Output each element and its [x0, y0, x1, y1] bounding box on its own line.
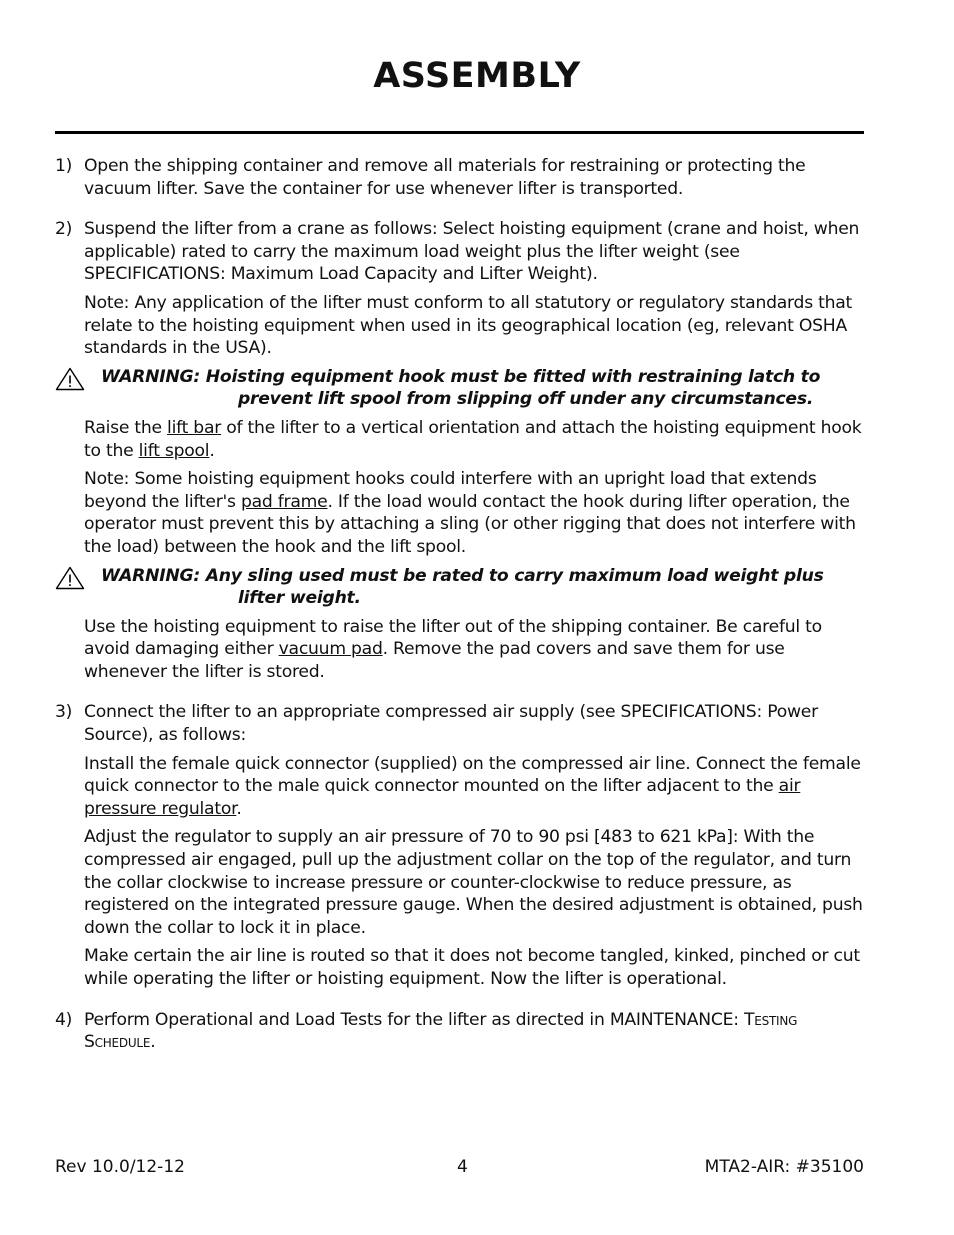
- step-paragraph: Install the female quick connector (supplied) on the compressed air line. Connect the female quick connector to the male quick connector mounted on the lifter adjacent to the air pressure regulator.: [84, 753, 861, 819]
- step-3: [55, 701, 867, 990]
- step-number: 1): [55, 156, 73, 176]
- footer-page-number: 4: [457, 1157, 468, 1177]
- air-pressure-regulator-link[interactable]: air pressure regulator: [84, 776, 801, 819]
- step-1: [55, 155, 867, 200]
- vacuum-pad-link[interactable]: vacuum pad: [278, 639, 383, 660]
- step-paragraph: Use the hoisting equipment to raise the lifter out of the shipping container. Be careful to avoid damaging either vacuum pad. Remove the pad covers and save them for use whenever the lifter is stored.: [84, 616, 822, 682]
- step-paragraph: Raise the lift bar of the lifter to a vertical orientation and attach the hoisting equipment hook to the lift spool.: [84, 417, 862, 461]
- lift-bar-link[interactable]: lift bar: [167, 417, 222, 438]
- step-paragraph: Make certain the air line is routed so that it does not become tangled, kinked, pinched or cut while operating the lifter or hoisting equipment. Now the lifter is operational.: [84, 946, 860, 989]
- step-paragraph: Adjust the regulator to supply an air pressure of 70 to 90 psi [483 to 621 kPa]: With the compressed air engaged, pull up the adjustment collar on the top of the regulator, and turn the collar clockwise to increase pressure or counter-clockwise to reduce pressure, as registered on the integrated pressure gauge. When the desired adjustment is obtained, push down the collar to lock it in place.: [84, 827, 863, 938]
- warning-triangle-icon: [55, 367, 85, 391]
- warning-triangle-icon: [55, 566, 85, 590]
- note-paragraph: Note: Any application of the lifter must conform to all statutory or regulatory standards that relate to the hoisting equipment when used in its geographical location (eg, relevant OSHA standards in the USA).: [84, 292, 853, 359]
- page-title: ASSEMBLY: [373, 56, 581, 96]
- footer-model: MTA2-AIR: #35100: [704, 1157, 864, 1177]
- warning-sling-rating: [55, 565, 867, 610]
- step-number: 2): [55, 219, 73, 240]
- title-divider: [55, 131, 864, 134]
- step-2: [55, 218, 867, 683]
- warning-text: prevent lift spool from slipping off under any circumstances.: [238, 389, 814, 410]
- step-paragraph: Perform Operational and Load Tests for the lifter as directed in MAINTENANCE: Testing Schedule.: [84, 1009, 798, 1053]
- warning-text: WARNING: Any sling used must be rated to carry maximum load weight plus: [101, 565, 824, 586]
- step-paragraph: Suspend the lifter from a crane as follows: Select hoisting equipment (crane and hoist, when applicable) rated to carry the maximum load weight plus the lifter weight (see SPECIFICATIONS: Maximum Load Capacity and Lifter Weight).: [84, 219, 860, 285]
- assembly-steps: [55, 155, 867, 1060]
- step-4: [55, 1009, 867, 1054]
- step-paragraph: Open the shipping container and remove all materials for restraining or protecting the vacuum lifter. Save the container for use whenever lifter is transported.: [84, 156, 806, 199]
- warning-text: WARNING: Hoisting equipment hook must be fitted with restraining latch to: [101, 366, 821, 387]
- warning-text: lifter weight.: [238, 588, 361, 609]
- pad-frame-link[interactable]: pad frame: [240, 491, 328, 512]
- step-number: 3): [55, 702, 73, 723]
- note-paragraph: Note: Some hoisting equipment hooks could interfere with an upright load that extends beyond the lifter's pad frame. If the load would contact the hook during lifter operation, the operator must prevent this by attaching a sling (or other rigging that does not interfere with the load) between the hook and the lift spool.: [84, 469, 856, 557]
- warning-hook-latch: [55, 366, 867, 411]
- footer-revision: Rev 10.0/12-12: [55, 1157, 185, 1177]
- step-paragraph: Connect the lifter to an appropriate compressed air supply (see SPECIFICATIONS: Power Source), as follows:: [84, 702, 818, 746]
- step-number: 4): [55, 1009, 73, 1030]
- testing-schedule-reference: Testing Schedule: [84, 1009, 798, 1053]
- lift-spool-link[interactable]: lift spool: [138, 440, 210, 461]
